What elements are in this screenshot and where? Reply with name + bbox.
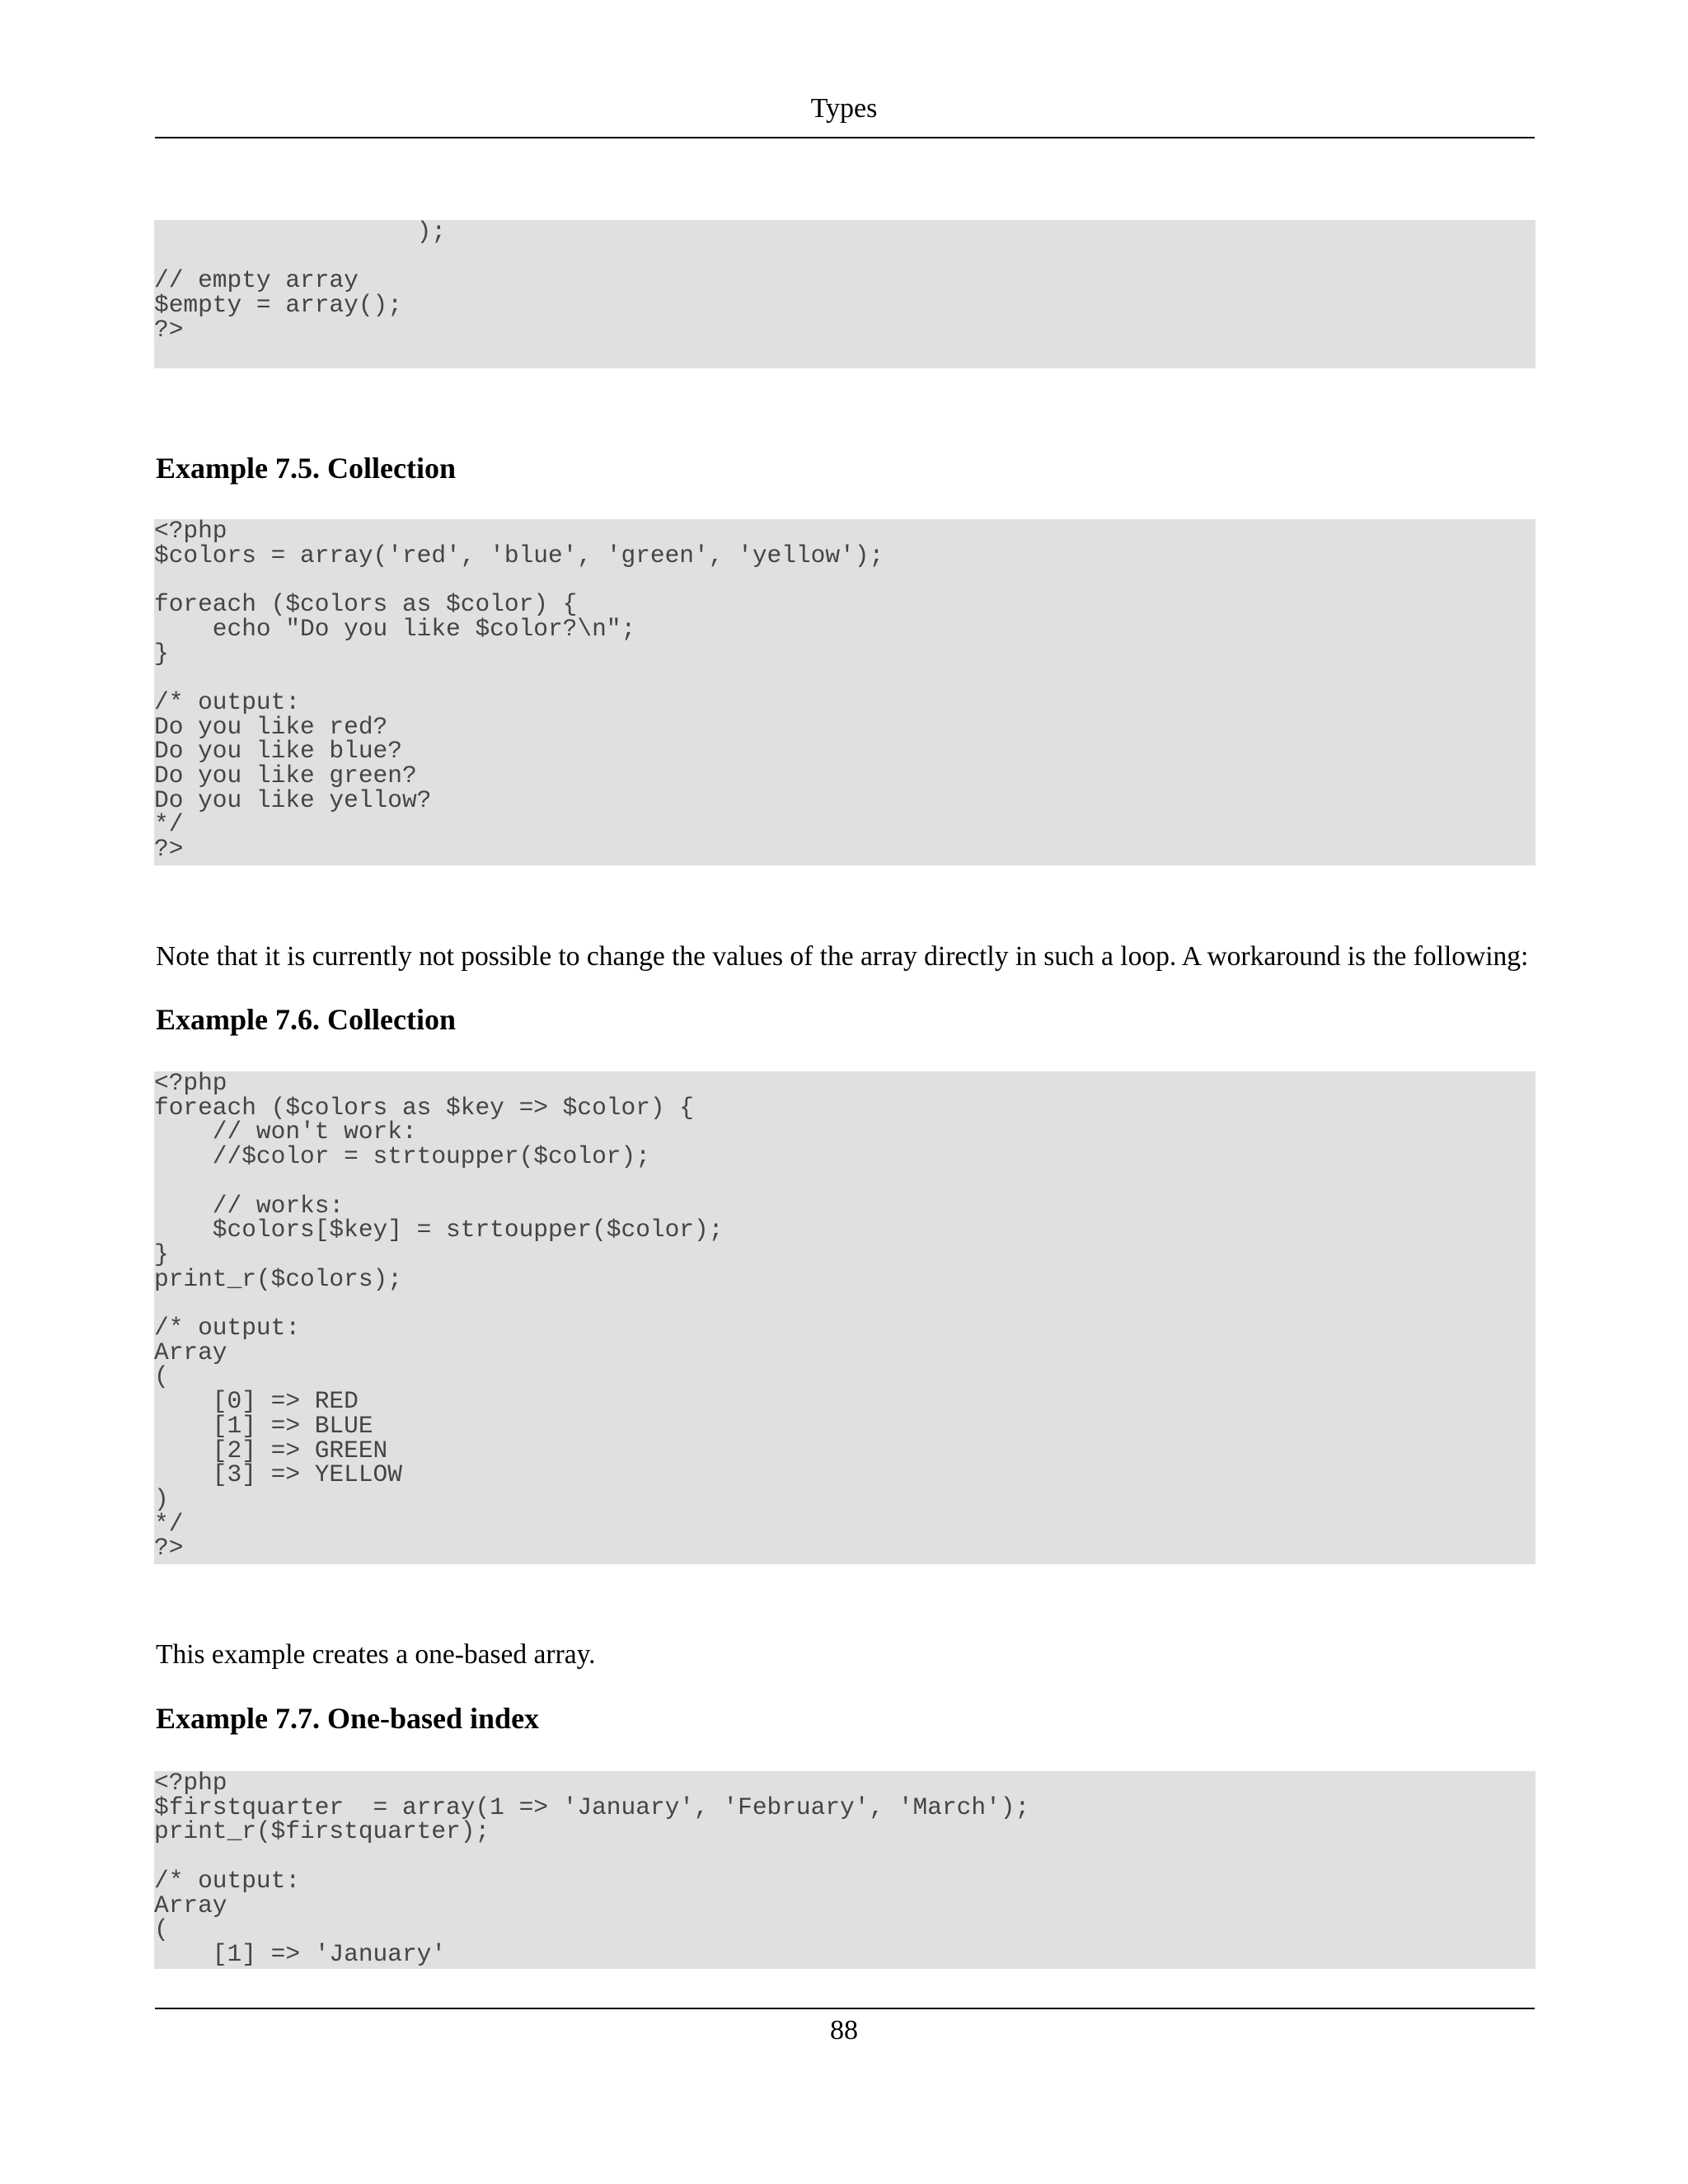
running-header: Types (810, 93, 878, 124)
code-text: <?php $firstquarter = array(1 => 'January', 'February', 'March'); print_r($firstquarter); /* output: Array ( [1] => 'January' (154, 1771, 1030, 1968)
note-paragraph: Note that it is currently not possible to change the values of the array directly in such a loop. A workaround is the following: (156, 941, 1529, 972)
code-block-example-7-6 (154, 1071, 1536, 1564)
example-title-7-7: Example 7.7. One-based index (156, 1702, 540, 1735)
example-title-7-5: Example 7.5. Collection (156, 452, 456, 485)
code-text: ); // empty array $empty = array(); ?> (154, 220, 447, 344)
one-based-paragraph: This example creates a one-based array. (156, 1639, 596, 1670)
code-block-continuation (154, 220, 1536, 368)
example-title-7-6: Example 7.6. Collection (156, 1003, 456, 1036)
header-rule (155, 137, 1535, 138)
code-text: <?php $colors = array('red', 'blue', 'green', 'yellow'); foreach ($colors as $color) { echo "Do you like $color?\n"; } /* output: Do you like red? Do you like blue? Do you like green? Do you like yellow? */ ?> (154, 519, 884, 864)
page-number: 88 (830, 2015, 858, 2046)
code-block-example-7-5 (154, 519, 1536, 865)
footer-rule (155, 2008, 1535, 2009)
code-block-example-7-7 (154, 1771, 1536, 1969)
code-text: <?php foreach ($colors as $key => $color) { // won't work: //$color = strtoupper($color); // works: $colors[$key] = strtoupper($color); } print_r($colors); /* output: Array ( [0] => RED [1] => BLUE [2] => GREEN [3] => YELLOW ) */ ?> (154, 1071, 724, 1563)
